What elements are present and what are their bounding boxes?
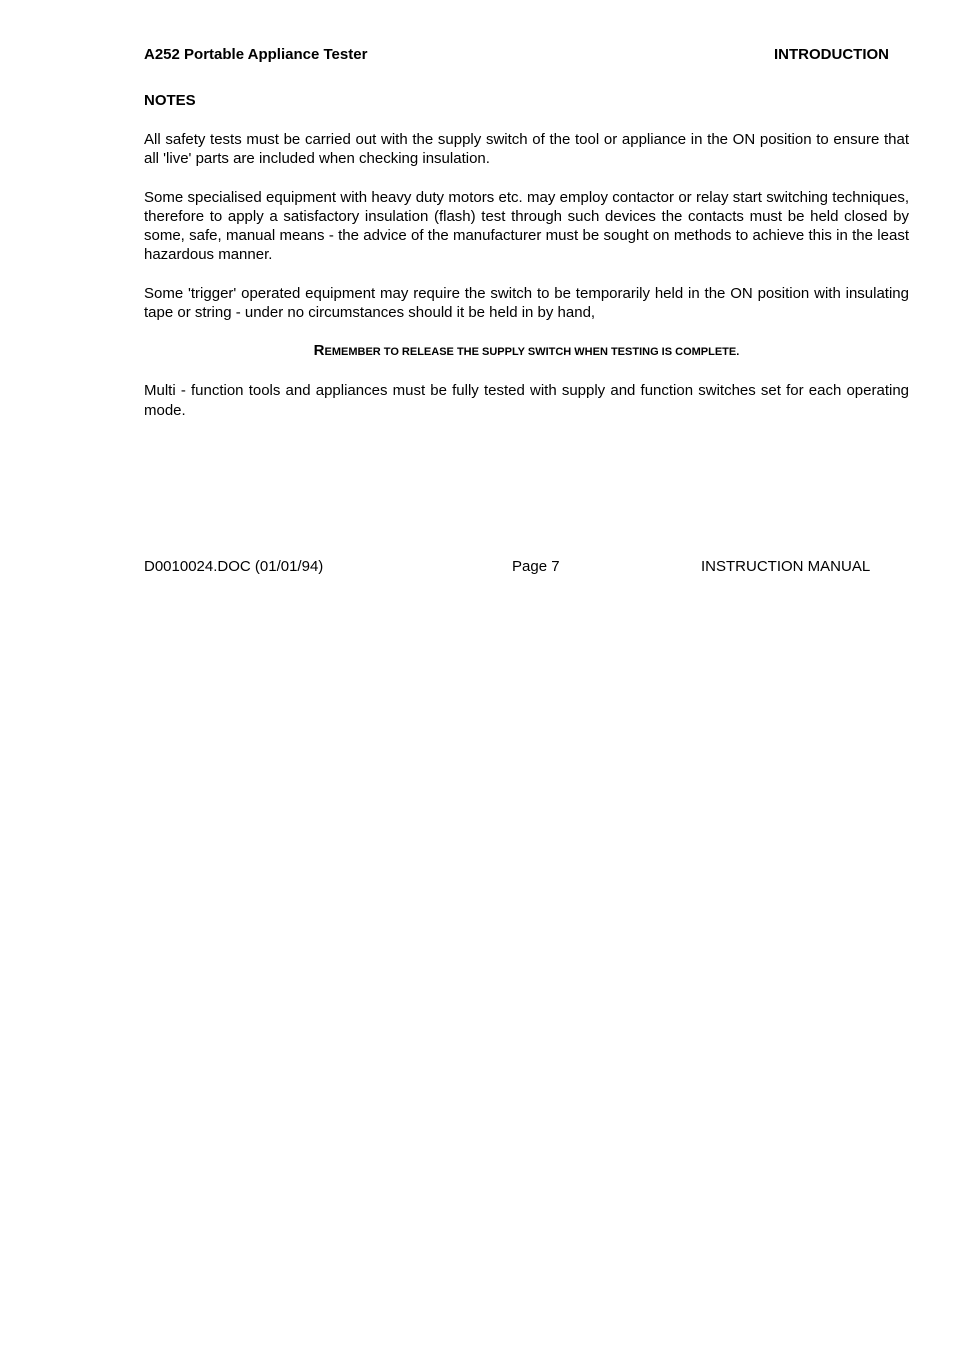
reminder-first-letter: R xyxy=(313,342,325,360)
footer-document-id: D0010024.DOC (01/01/94) xyxy=(144,558,324,575)
header-section-name: INTRODUCTION xyxy=(774,46,889,63)
footer-page-number: Page 7 xyxy=(512,558,560,575)
paragraph-specialised-equipment: Some specialised equipment with heavy duty motors etc. may employ contactor or relay start switching techniques, therefore to apply a satisfactory insulation (flash) test through such devices the contacts must be held closed by some, safe, manual means - the advice of the manufacturer must be sought on methods to achieve this in the least hazardous manner. xyxy=(144,188,909,264)
page-footer xyxy=(144,558,884,578)
section-title: NOTES xyxy=(144,92,196,109)
footer-manual-title: INSTRUCTION MANUAL xyxy=(701,558,871,575)
paragraph-multi-function: Multi - function tools and appliances must be fully tested with supply and function switches set for each operating mode. xyxy=(144,382,909,419)
reminder-notice xyxy=(144,341,909,362)
page-content xyxy=(144,91,909,439)
header-product-title: A252 Portable Appliance Tester xyxy=(144,46,368,63)
paragraph-trigger-equipment: Some 'trigger' operated equipment may require the switch to be temporarily held in the ON position with insulating tape or string - under no circumstances should it be held in by hand, xyxy=(144,284,909,322)
paragraph-safety-tests: All safety tests must be carried out with the supply switch of the tool or appliance in the ON position to ensure that all 'live' parts are included when checking insulation. xyxy=(144,131,909,168)
page-header xyxy=(144,46,889,66)
reminder-text: EMEMBER TO RELEASE THE SUPPLY SWITCH WHEN TESTING IS COMPLETE. xyxy=(324,346,740,359)
